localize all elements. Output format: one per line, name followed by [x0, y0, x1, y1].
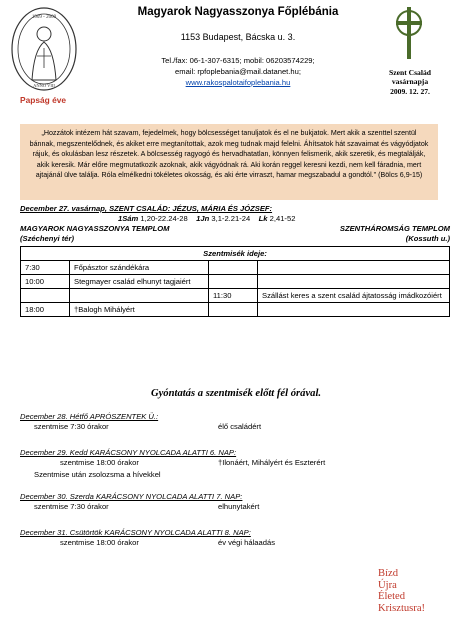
day-heading: December 30. Szerda KARÁCSONY NYOLCADA ALATTI 7. NAP: — [20, 492, 243, 501]
day-heading: December 29. Kedd KARÁCSONY NYOLCADA ALATTI 6. NAP: — [20, 448, 237, 457]
table-row: 11:30 Szállást keres a szent család ájtatosság imádkozóiért — [21, 289, 450, 303]
mass-time: szentmise 18:00 órakor — [60, 458, 139, 467]
day-heading: December 31. Csütörtök KARÁCSONY NYOLCADA ALATTI 8. NAP: — [20, 528, 251, 537]
confession-note: Gyóntatás a szentmisék előtt fél órával. — [150, 388, 322, 399]
parish-website-link[interactable]: www.rakospalotaifoplebania.hu — [185, 78, 291, 87]
table-row: 10:00 Stegmayer család elhunyt tagjaiért — [21, 275, 450, 289]
mass-schedule-table — [20, 246, 450, 317]
parish-address: 1153 Budapest, Bácska u. 3. — [180, 32, 296, 42]
parish-phone: Tel./fax: 06-1-307-6315; mobil: 06203574229; — [161, 56, 315, 65]
parish-title: Magyarok Nagyasszonya Főplébánia — [137, 6, 339, 18]
cross-icon — [392, 6, 426, 60]
mass-intention: élő családért — [218, 422, 262, 431]
mass-intention: elhunytakért — [218, 502, 260, 511]
church-left: MAGYAROK NAGYASSZONYA TEMPLOM — [20, 224, 170, 233]
day-heading: December 28. Hétfő APRÓSZENTEK Ü.: — [20, 412, 159, 421]
sunday-heading: December 27. vasárnap, SZENT CSALÁD: JÉZUS, MÁRIA ÉS JÓZSEF: — [20, 204, 273, 213]
schedule-header: Szentmisék ideje: — [21, 247, 450, 261]
scripture-quote: „Hozzátok intézem hát szavam, fejedelmek, hogy bölcsességet tanuljatok és el ne bukjatok. Mert akik a szenttel szentül bánnak, megszentelődnek, és akiket erre megtanítottak, azok meg tudnak majd felelni. Áhítsatok hát szavaimat és vágyódjatok rájuk, és okulásban lesz részetek. A bölcsesség ragyogó és hervadhatatlan, könnyen felismerik, akik szeretik, és megtalálják, akik keresik. Már előre megmutatkozik azoknak, akik vágyódnak rá. Aki korán reggel keresni kezdi, nem kell fáradnia, mert ajtajánál ülve találja. Róla elmélkedni tökéletes okosság, és aki érte virraszt, hamar megszabadul a gondtól." (Bölcs 6,9-15) — [20, 124, 438, 200]
slogan: Bízd Újra Életed Krisztusra! — [378, 568, 426, 614]
parish-seal — [10, 6, 78, 92]
mass-time: szentmise 18:00 órakor — [60, 538, 139, 547]
church-left-sub: (Széchenyi tér) — [20, 234, 75, 243]
seal-text: 1909 - 2009 — [31, 15, 57, 20]
year-label: Papság éve — [20, 95, 67, 105]
feast-label: Szent Család vasárnapja 2009. 12. 27. — [389, 68, 431, 96]
table-row: 7:30 Főpásztor szándékára — [21, 261, 450, 275]
mass-time: szentmise 7:30 órakor — [34, 502, 109, 511]
mass-intention: †Ilonáért, Mihályért és Eszterért — [218, 458, 326, 467]
church-right-sub: (Kossuth u.) — [405, 234, 450, 243]
table-row: 18:00 †Balogh Mihályért — [21, 303, 450, 317]
mass-extra: Szentmise után zsolozsma a hívekkel — [34, 470, 161, 479]
svg-text:ANNO VIII: ANNO VIII — [33, 83, 55, 88]
mass-time: szentmise 7:30 órakor — [34, 422, 109, 431]
parish-email: email: rpfoplebania@mail.datanet.hu; — [175, 67, 301, 76]
mass-intention: év végi hálaadás — [218, 538, 275, 547]
readings: 1Sám 1,20-22.24-28 1Jn 3,1-2.21-24 Lk 2,41-52 — [118, 214, 296, 223]
church-right: SZENTHÁROMSÁG TEMPLOM — [339, 224, 450, 233]
